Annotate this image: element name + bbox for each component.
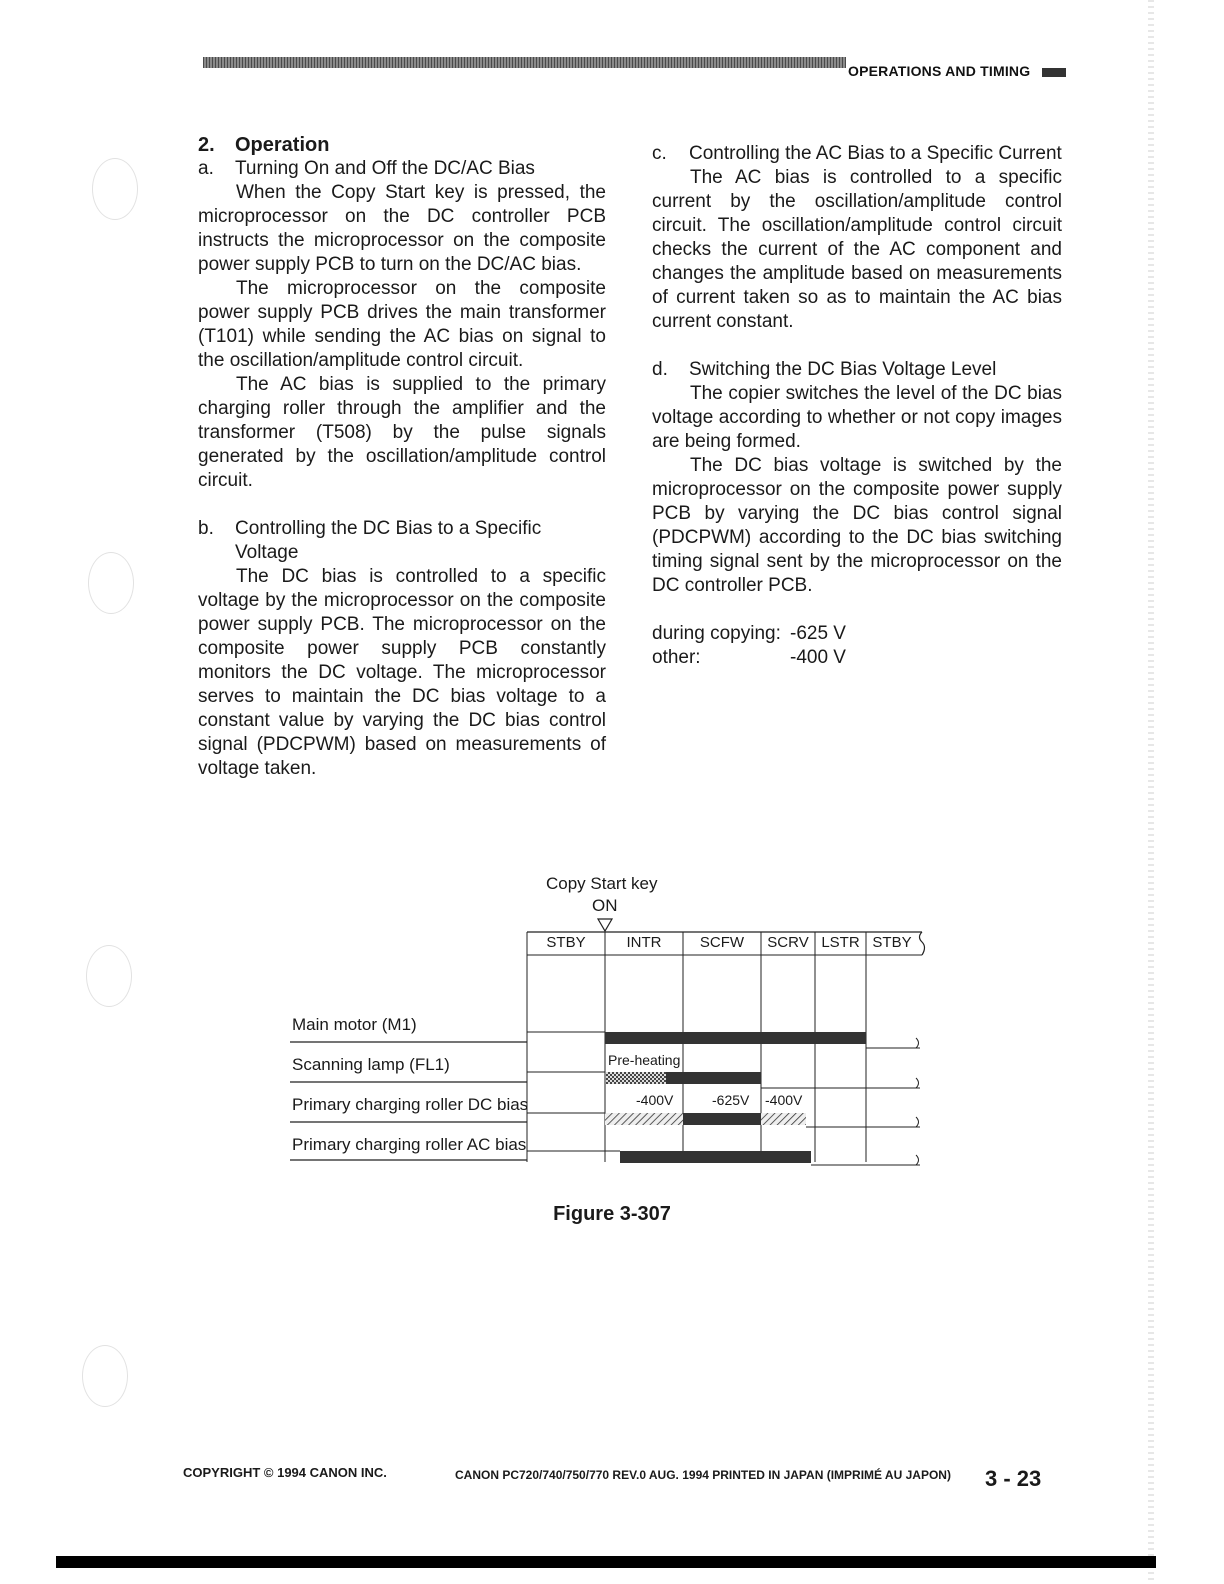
subsection-title: Controlling the DC Bias to a Specific Voltage: [235, 518, 542, 563]
page-number: 3 - 23: [985, 1466, 1042, 1491]
timing-chart: [280, 872, 940, 1202]
scan-margin-edge: [1148, 0, 1154, 1584]
signal-label: Primary charging roller DC bias: [292, 1095, 529, 1114]
subsection-letter: d.: [652, 359, 668, 380]
break-mark: [916, 1117, 919, 1127]
footer-edition: CANON PC720/740/750/770 REV.0 AUG. 1994 PRINTED IN JAPAN (IMPRIMÉ AU JAPON): [455, 1468, 951, 1482]
subsection-a-heading: [198, 157, 606, 181]
paragraph: The microprocessor on the composite power supply PCB drives the main transformer (T101) while sending the AC bias on signal to the oscillation/amplitude control circuit.: [198, 278, 606, 371]
dc-bias-value-label: -400V: [765, 1092, 803, 1108]
voltage-row: [652, 622, 1062, 646]
signal-label: Scanning lamp (FL1): [292, 1055, 450, 1074]
voltage-label: other:: [652, 647, 701, 668]
scanning-lamp-on-bar: [666, 1072, 761, 1084]
binder-hole: [86, 945, 132, 1007]
paragraph: When the Copy Start key is pressed, the microprocessor on the DC controller PCB instructs the microprocessor on the composite power supply PCB to turn on the DC/AC bias.: [198, 182, 606, 275]
section-heading: [198, 133, 606, 157]
subsection-letter: c.: [652, 143, 667, 164]
left-column: [198, 133, 606, 781]
paragraph: The DC bias is controlled to a specific voltage by the microprocessor on the composite power supply PCB. The microprocessor on the composite power supply PCB constantly monitors the DC voltage. The microprocessor serves to maintain the DC bias voltage to a constant value by varying the DC bias control signal (PDCPWM) based on measurements of voltage taken.: [198, 566, 606, 779]
signal-label: Primary charging roller AC bias: [292, 1135, 527, 1154]
main-motor-on-bar: [605, 1032, 866, 1044]
copy-start-on-label: ON: [592, 896, 618, 915]
subsection-d-heading: [652, 358, 1062, 382]
signal-label: Main motor (M1): [292, 1015, 417, 1034]
break-mark: [916, 1155, 919, 1165]
paragraph: The DC bias voltage is switched by the microprocessor on the composite power supply PCB by varying the DC bias control signal (PDCPWM) according to the DC bias switching timing signal sent by the microprocessor on the DC controller PCB.: [652, 455, 1062, 596]
right-column: [652, 142, 1062, 670]
header-title: OPERATIONS AND TIMING: [848, 63, 1031, 79]
dc-bias-400v-bar: [761, 1113, 806, 1125]
paragraph: The AC bias is supplied to the primary charging roller through the amplifier and the transformer (T508) by the pulse signals generated by the oscillation/amplitude control circuit.: [198, 374, 606, 491]
phase-label: LSTR: [821, 934, 860, 951]
dc-bias-625v-bar: [683, 1113, 761, 1125]
subsection-c-heading: [652, 142, 1062, 166]
pre-heating-label: Pre-heating: [608, 1052, 681, 1068]
binder-hole: [92, 158, 138, 220]
section-number: 2.: [198, 134, 215, 156]
subsection-title: Switching the DC Bias Voltage Level: [689, 359, 997, 380]
break-mark: [920, 932, 925, 955]
scanning-lamp-preheat-bar: [606, 1072, 666, 1084]
bottom-rule: [56, 1556, 1156, 1568]
footer-copyright: COPYRIGHT © 1994 CANON INC.: [183, 1465, 387, 1480]
binder-hole: [82, 1345, 128, 1407]
phase-label: STBY: [546, 934, 586, 951]
phase-label: SCRV: [767, 934, 809, 951]
subsection-title: Turning On and Off the DC/AC Bias: [235, 158, 535, 179]
trigger-arrow: [598, 919, 612, 931]
break-mark: [916, 1038, 919, 1048]
dc-bias-value-label: -625V: [712, 1092, 750, 1108]
figure-caption: Figure 3-307: [553, 1203, 671, 1225]
subsection-letter: b.: [198, 518, 214, 539]
phase-label: SCFW: [699, 934, 745, 951]
dc-bias-value-label: -400V: [636, 1092, 674, 1108]
voltage-row: [652, 646, 1062, 670]
section-title: Operation: [235, 134, 330, 156]
phase-label: INTR: [626, 934, 662, 951]
voltage-value: -400 V: [790, 647, 846, 668]
subsection-letter: a.: [198, 158, 214, 179]
paragraph: The AC bias is controlled to a specific current by the oscillation/amplitude control circuit. The oscillation/amplitude control circuit checks the current of the AC component and changes the amplitude based on measurements of current taken so as to maintain the AC bias current constant.: [652, 167, 1062, 332]
voltage-label: during copying:: [652, 623, 781, 644]
dc-bias-400v-bar: [605, 1113, 683, 1125]
copy-start-key-label: Copy Start key: [546, 874, 658, 893]
voltage-value: -625 V: [790, 623, 846, 644]
header-rule-end: [1042, 68, 1066, 77]
paragraph: The copier switches the level of the DC bias voltage according to whether or not copy images are being formed.: [652, 383, 1062, 452]
binder-hole: [88, 552, 134, 614]
header-rule: [203, 57, 846, 68]
ac-bias-on-bar: [620, 1151, 811, 1163]
phase-label: STBY: [872, 934, 912, 951]
subsection-b-heading: [198, 517, 606, 565]
subsection-title: Controlling the AC Bias to a Specific Current: [689, 143, 1062, 164]
break-mark: [916, 1078, 919, 1088]
